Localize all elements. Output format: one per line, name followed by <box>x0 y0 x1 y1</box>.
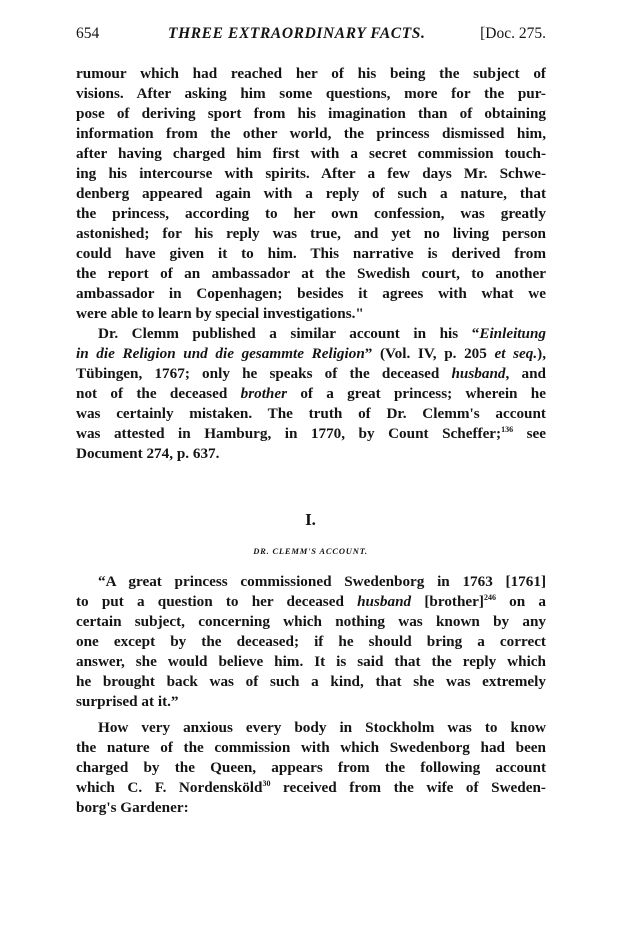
text-line: one except by the deceased; if he should bring a correct <box>76 633 546 650</box>
page-number: 654 <box>76 25 100 42</box>
text-line: the princess, according to her own confession, was greatly <box>76 205 546 222</box>
text-line: answer, she would believe him. It is said that the reply which <box>76 653 546 670</box>
section-title: DR. CLEMM'S ACCOUNT. <box>253 546 368 556</box>
text-line: pose of deriving sport from his imagination than of obtaining <box>76 105 546 122</box>
text-line: charged by the Queen, appears from the following account <box>76 759 546 776</box>
running-title: THREE EXTRAORDINARY FACTS. <box>168 25 426 42</box>
text-line: after having charged him first with a secret commission touch- <box>76 145 546 162</box>
text-line: which C. F. Nordensköld$^{30}$ received from the wife of Sweden- <box>76 779 546 796</box>
text-line: in die Religion und die gesammte Religion” (Vol. IV, p. 205 et seq.), <box>76 345 546 362</box>
footnote-ref: 30 <box>262 779 271 788</box>
paragraph-continuation <box>76 64 546 324</box>
text-line: Tübingen, 1767; only he speaks of the deceased husband, and <box>76 365 546 382</box>
text-line: the nature of the commission with which Swedenborg had been <box>76 739 546 756</box>
text-line: Document 274, p. 637. <box>76 445 220 462</box>
text-line: How very anxious every body in Stockholm was to know <box>98 719 546 736</box>
text-line: to put a question to her deceased husband [brother]$^{246}$ on a <box>76 593 546 610</box>
paragraph-clemm-account <box>76 572 546 712</box>
text-line: Dr. Clemm published a similar account in his “Einleitung <box>98 325 546 342</box>
text-line: rumour which had reached her of his being the subject of <box>76 65 546 82</box>
text-line: were able to learn by special investigations." <box>76 305 364 322</box>
paragraph-stockholm <box>76 718 546 818</box>
text-line: he brought back was of such a kind, that she was extremely <box>76 673 546 690</box>
text-line: was attested in Hamburg, in 1770, by Count Scheffer;$^{136}$ see <box>76 425 546 442</box>
text-line: astonished; for his reply was true, and yet no living person <box>76 225 546 242</box>
document-reference: [Doc. 275. <box>480 25 546 42</box>
text-line: borg's Gardener: <box>76 799 189 816</box>
text-line: information from the other world, the princess dismissed him, <box>76 125 546 142</box>
text-line: ing his intercourse with spirits. After a few days Mr. Schwe- <box>76 165 546 182</box>
text-line: the report of an ambassador at the Swedish court, to another <box>76 265 546 282</box>
footnote-ref: 136 <box>501 425 514 434</box>
text-line: certain subject, concerning which nothing was known by any <box>76 613 546 630</box>
text-line: visions. After asking him some questions, more for the pur- <box>76 85 546 102</box>
text-line: was certainly mistaken. The truth of Dr. Clemm's account <box>76 405 546 422</box>
paragraph-clemm-note <box>76 324 546 464</box>
running-header <box>76 25 546 47</box>
text-line: surprised at it.” <box>76 693 179 710</box>
footnote-ref: 246 <box>483 593 496 602</box>
text-line: ambassador in Copenhagen; besides it agrees with what we <box>76 285 546 302</box>
text-line: not of the deceased brother of a great princess; wherein he <box>76 385 546 402</box>
text-line: could have given it to him. This narrative is derived from <box>76 245 546 262</box>
section-number: I. <box>305 510 316 529</box>
text-line: “A great princess commissioned Swedenborg in 1763 [1761] <box>98 573 546 590</box>
text-line: denberg appeared again with a reply of such a nature, that <box>76 185 546 202</box>
